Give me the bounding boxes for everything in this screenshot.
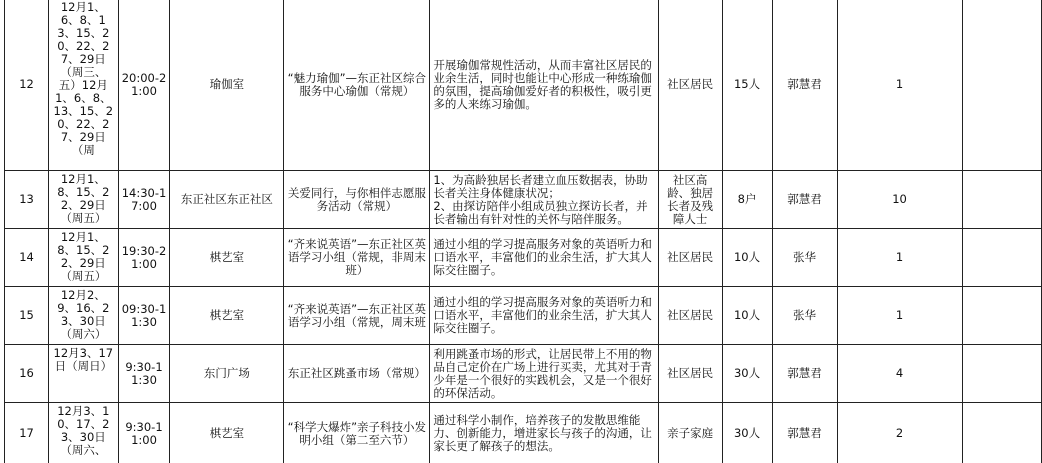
number-cell: 1 <box>837 0 962 171</box>
activity-name-cell: “魅力瑜伽”—东正社区综合服务中心瑜伽（常规） <box>284 0 430 171</box>
person-cell: 郭慧君 <box>772 0 837 171</box>
date-cell: 12月1、8、15、22、29日（周五） <box>49 229 118 287</box>
person-cell: 郭慧君 <box>772 403 837 463</box>
place-cell: 棋艺室 <box>170 403 284 463</box>
row-number: 15 <box>5 287 49 345</box>
count-cell: 10人 <box>722 287 772 345</box>
activity-name-cell: “齐来说英语”—东正社区英语学习小组（常规，周末班 <box>284 287 430 345</box>
time-cell: 9:30-11:30 <box>118 345 170 403</box>
table-row <box>5 229 1042 287</box>
description-cell: 通过小组的学习提高服务对象的英语听力和口语水平，丰富他们的业余生活，扩大其人际交往圈子。 <box>430 287 658 345</box>
description-line: 1、为高龄独居长者建立血压数据表，协助长者关注身体健康状况； <box>433 172 648 200</box>
date-cell: 12月3、10、17、23、30日（周六、 <box>49 403 118 463</box>
activity-name-cell: 关爱同行，与你相伴志愿服务活动（常规） <box>284 171 430 229</box>
row-number: 16 <box>5 345 49 403</box>
count-cell: 8户 <box>722 171 772 229</box>
table-row <box>5 0 1042 171</box>
description-cell <box>430 171 658 229</box>
row-number: 13 <box>5 171 49 229</box>
target-cell: 社区居民 <box>658 287 722 345</box>
activity-name-cell: “齐来说英语”—东正社区英语学习小组（常规，非周末班） <box>284 229 430 287</box>
table-row <box>5 171 1042 229</box>
person-cell: 张华 <box>772 229 837 287</box>
activity-name-cell: “科学大爆炸”亲子科技小发明小组（第二至六节） <box>284 403 430 463</box>
activity-table <box>4 0 1042 463</box>
row-number: 14 <box>5 229 49 287</box>
time-cell: 9:30-11:00 <box>118 403 170 463</box>
description-cell: 通过科学小制作，培养孩子的发散思维能力、创新能力，增进家长与孩子的沟通，让家长更了解孩子的想法。 <box>430 403 658 463</box>
time-cell: 14:30-17:00 <box>118 171 170 229</box>
person-cell: 郭慧君 <box>772 345 837 403</box>
extra-cell <box>962 287 1041 345</box>
description-cell: 开展瑜伽常规性活动，从而丰富社区居民的业余生活，同时也能让中心形成一种练瑜伽的氛围，提高瑜伽爱好者的积极性，吸引更多的人来练习瑜伽。 <box>430 0 658 171</box>
place-cell: 棋艺室 <box>170 287 284 345</box>
table-row <box>5 345 1042 403</box>
activity-name-cell: 东正社区跳蚤市场（常规） <box>284 345 430 403</box>
description-line: 2、由探访陪伴小组成员独立探访长者，并长者输出有针对性的关怀与陪伴服务。 <box>433 198 648 226</box>
extra-cell <box>962 0 1041 171</box>
number-cell: 10 <box>837 171 962 229</box>
extra-cell <box>962 345 1041 403</box>
extra-cell <box>962 229 1041 287</box>
time-cell: 20:00-21:00 <box>118 0 170 171</box>
target-cell: 亲子家庭 <box>658 403 722 463</box>
count-cell: 10人 <box>722 229 772 287</box>
number-cell: 4 <box>837 345 962 403</box>
place-cell: 棋艺室 <box>170 229 284 287</box>
place-cell: 瑜伽室 <box>170 0 284 171</box>
table-row <box>5 403 1042 463</box>
target-cell: 社区居民 <box>658 229 722 287</box>
person-cell: 郭慧君 <box>772 171 837 229</box>
table-row <box>5 287 1042 345</box>
count-cell: 30人 <box>722 403 772 463</box>
description-cell: 利用跳蚤市场的形式，让居民带上不用的物品自己定价在广场上进行买卖，尤其对于青少年是一个很好的实践机会，又是一个很好的环保活动。 <box>430 345 658 403</box>
number-cell: 1 <box>837 287 962 345</box>
place-cell: 东门广场 <box>170 345 284 403</box>
date-cell: 12月1、8、15、22、29日（周五） <box>49 171 118 229</box>
time-cell: 09:30-11:30 <box>118 287 170 345</box>
row-number: 17 <box>5 403 49 463</box>
description-cell: 通过小组的学习提高服务对象的英语听力和口语水平，丰富他们的业余生活，扩大其人际交往圈子。 <box>430 229 658 287</box>
number-cell: 1 <box>837 229 962 287</box>
person-cell: 张华 <box>772 287 837 345</box>
date-cell: 12月3、17日（周日） <box>49 345 118 403</box>
time-cell: 19:30-21:00 <box>118 229 170 287</box>
place-cell: 东正社区东正社区 <box>170 171 284 229</box>
count-cell: 15人 <box>722 0 772 171</box>
target-cell: 社区居民 <box>658 345 722 403</box>
extra-cell <box>962 403 1041 463</box>
extra-cell <box>962 171 1041 229</box>
target-cell: 社区居民 <box>658 0 722 171</box>
number-cell: 2 <box>837 403 962 463</box>
target-cell: 社区高龄、独居长者及残障人士 <box>658 171 722 229</box>
date-cell: 12月2、9、16、23、30日（周六） <box>49 287 118 345</box>
count-cell: 30人 <box>722 345 772 403</box>
row-number: 12 <box>5 0 49 171</box>
date-cell: 12月1、6、8、13、15、20、22、27、29日（周三、五）12月1、6、8、13、15、20、22、27、29日（周 <box>49 0 118 171</box>
